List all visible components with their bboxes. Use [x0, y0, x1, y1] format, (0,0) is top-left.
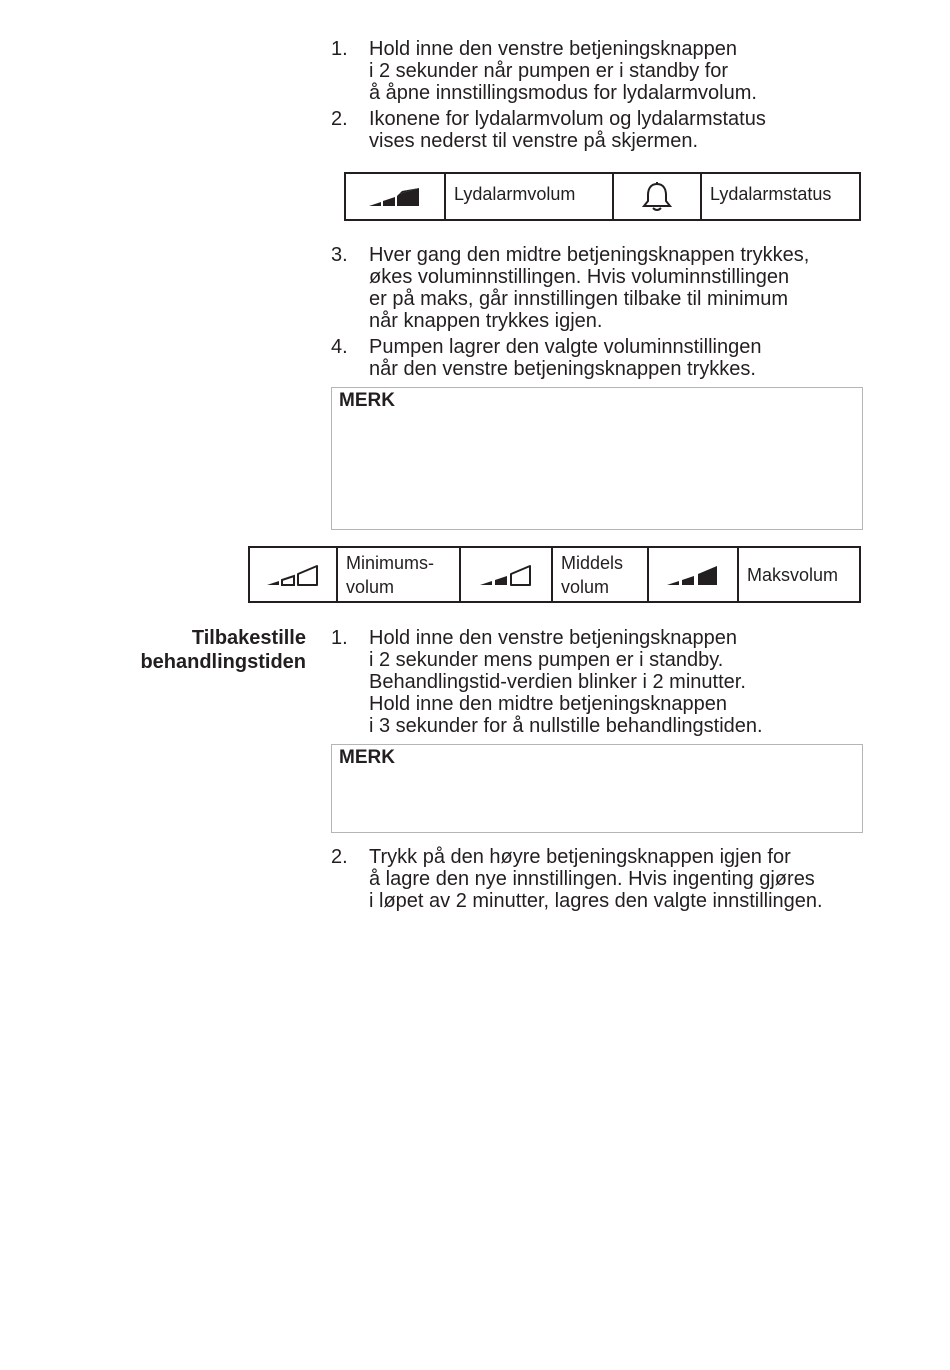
max-volume-label: Maksvolum: [738, 547, 860, 602]
step-text: Pumpen lagrer den valgte voluminnstillingen når den venstre betjeningsknappen trykkes.: [369, 336, 762, 380]
volume-max-icon: [345, 173, 445, 220]
mid-volume-label: [552, 547, 648, 602]
note-title: MERK: [339, 747, 395, 768]
min-volume-text: Minimums- volum: [346, 552, 434, 597]
step-number: 2.: [331, 108, 348, 130]
step-number: 1.: [331, 627, 348, 649]
mid-volume-text: Middels volum: [561, 552, 624, 597]
section-heading: Tilbakestille behandlingstiden: [140, 627, 306, 673]
step-number: 1.: [331, 38, 348, 60]
step-number: 4.: [331, 336, 348, 358]
bell-icon: [613, 173, 701, 220]
step-text: Hver gang den midtre betjeningsknappen trykkes, økes voluminnstillingen. Hvis voluminnstillingen er på maks, går innstillingen tilbake til minimum når knappen trykkes igjen.: [369, 244, 810, 332]
step-number: 2.: [331, 846, 348, 868]
note-box: [331, 744, 863, 833]
step-text: Trykk på den høyre betjeningsknappen igjen for å lagre den nye innstillingen. Hvis ingenting gjøres i løpet av 2 minutter, lagres den valgte innstillingen.: [369, 846, 823, 912]
alarm-icon-table: [344, 172, 861, 221]
step-text: Ikonene for lydalarmvolum og lydalarmstatus vises nederst til venstre på skjermen.: [369, 108, 766, 152]
volume-max-icon: [648, 547, 738, 602]
note-box: [331, 387, 863, 530]
volume-label: Lydalarmvolum: [445, 173, 613, 220]
volume-mid-icon: [460, 547, 552, 602]
volume-min-icon: [249, 547, 337, 602]
note-title: MERK: [339, 390, 395, 411]
step-number: 3.: [331, 244, 348, 266]
min-volume-label: [337, 547, 460, 602]
step-text: Hold inne den venstre betjeningsknappen i 2 sekunder når pumpen er i standby for å åpne innstillingsmodus for lydalarmvolum.: [369, 38, 757, 104]
step-text: Hold inne den venstre betjeningsknappen i 2 sekunder mens pumpen er i standby. Behandlingstid-verdien blinker i 2 minutter. Hold inne den midtre betjeningsknappen i 3 sekunder for å nullstille behandlingstiden.: [369, 627, 763, 737]
volume-levels-table: [248, 546, 861, 603]
status-label: Lydalarmstatus: [701, 173, 860, 220]
